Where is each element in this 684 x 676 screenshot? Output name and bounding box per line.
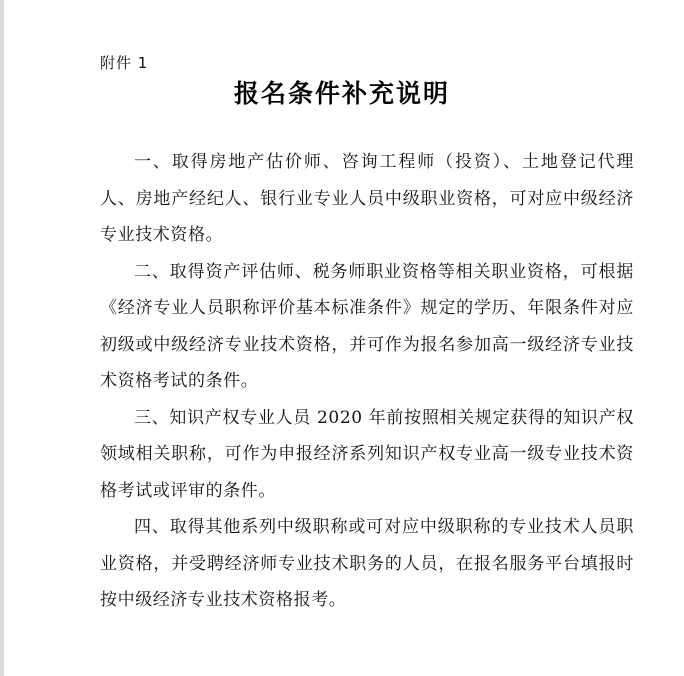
paragraph-3: 三、知识产权专业人员 2020 年前按照相关规定获得的知识产权领域相关职称，可作为申报经济系列知识产权专业高一级专业技术资格考试或评审的条件。 xyxy=(100,407,634,501)
attachment-label: 附件 1 xyxy=(100,54,149,72)
paragraph-2: 二、取得资产评估师、税务师职业资格等相关职业资格，可根据《经济专业人员职称评价基本标准条件》规定的学历、年限条件对应初级或中级经济专业技术资格，并可作为报名参加高一级经济专业技术资格考试的条件。 xyxy=(100,261,634,391)
document-body xyxy=(100,144,634,619)
paragraph-4: 四、取得其他系列中级职称或可对应中级职称的专业技术人员职业资格，并受聘经济师专业技术职务的人员，在报名服务平台填报时按中级经济专业技术资格报考。 xyxy=(100,517,634,610)
paragraph-1: 一、取得房地产估价师、咨询工程师（投资）、土地登记代理人、房地产经纪人、银行业专业人员中级职业资格，可对应中级经济专业技术资格。 xyxy=(100,152,634,245)
document-title: 报名条件补充说明 xyxy=(233,79,450,108)
